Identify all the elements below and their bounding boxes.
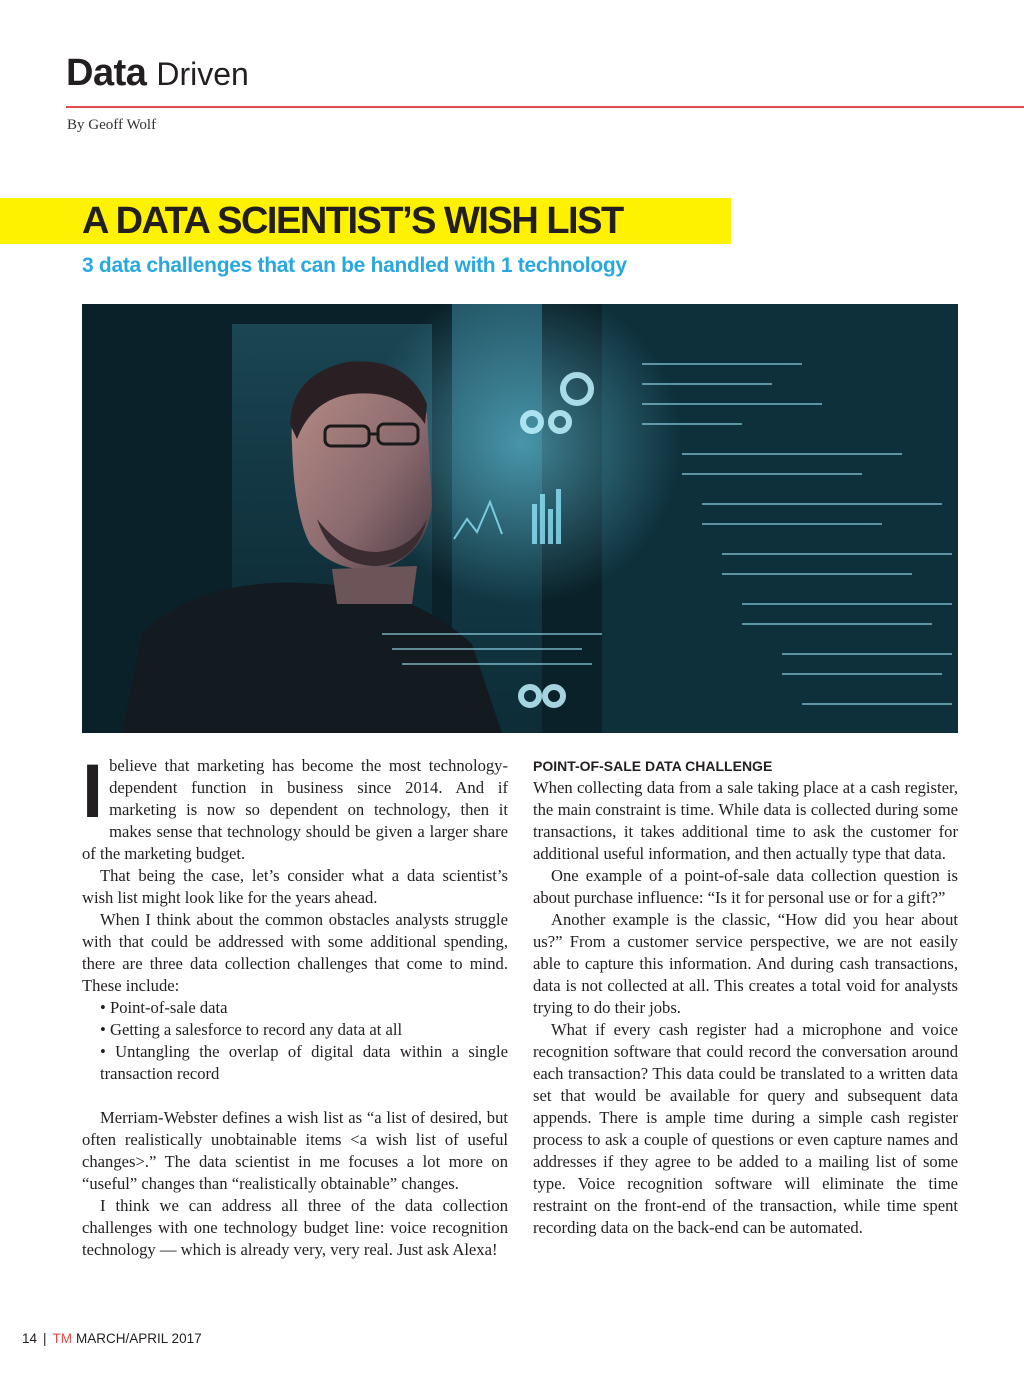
hero-image [82, 304, 958, 733]
section-heading: POINT-OF-SALE DATA CHALLENGE [533, 758, 773, 774]
issue-date: MARCH/APRIL 2017 [76, 1331, 202, 1346]
body-paragraph: Merriam-Webster defines a wish list as “a list of desired, but often realistically unobtainable items <a wish list of useful changes>.” The data scientist in me focuses a lot more on “useful” changes than “realistically obtainable” changes. [82, 1108, 508, 1193]
article-title: A DATA SCIENTIST’S WISH LIST [82, 200, 623, 242]
article-column-left [82, 749, 508, 1261]
challenge-list [82, 997, 508, 1085]
list-item: • Point-of-sale data [82, 997, 508, 1019]
hero-illustration [82, 304, 958, 733]
intro-paragraph [82, 749, 508, 865]
body-paragraph: Another example is the classic, “How did you hear about us?” From a customer service perspective, we are not easily able to capture this information. And during cash transactions, data is not collected at all. This creates a total void for analysts trying to do their jobs. [533, 910, 958, 1017]
article-subtitle: 3 data challenges that can be handled with 1 technology [82, 254, 627, 277]
body-paragraph: What if every cash register had a microphone and voice recognition software that could record the conversation around each transaction? This data could be translated to a written data set that would be available for query and subsequent data appends. There is ample time during a simple cash register process to ask a couple of questions or even capture names and addresses if they agree to be added to a mailing list of some type. Voice recognition software will eliminate the time restraint on the front-end of the transaction, while time spent recording data on the back-end can be automated. [533, 1020, 958, 1237]
page-footer [22, 1331, 202, 1346]
article-column-right [533, 755, 958, 1239]
paragraph-spacer [82, 1085, 508, 1107]
body-paragraph: I think we can address all three of the data collection challenges with one technology budget line: voice recognition technology — which is already very, very real. Just ask Alexa! [82, 1196, 508, 1259]
header-rule [66, 106, 1024, 108]
intro-paragraph-text: believe that marketing has become the most technology-dependent function in business since 2014. And if marketing is now so dependent on technology, then it makes sense that technology should be given a larger share of the marketing budget. [82, 756, 508, 863]
section-header [66, 52, 249, 95]
body-paragraph: One example of a point-of-sale data collection question is about purchase influence: “Is it for personal use or for a gift?” [533, 866, 958, 907]
section-title-bold: Data [66, 52, 147, 94]
list-item: • Getting a salesforce to record any data at all [82, 1019, 508, 1041]
drop-cap: I [82, 749, 104, 834]
page-number: 14 [22, 1331, 38, 1346]
byline: By Geoff Wolf [67, 117, 157, 133]
body-paragraph: When I think about the common obstacles analysts struggle with that could be addressed with some additional spending, there are three data collection challenges that come to mind. These include: [82, 910, 508, 995]
magazine-brand: TM [52, 1331, 73, 1346]
list-item: • Untangling the overlap of digital data within a single transaction record [82, 1041, 508, 1085]
body-paragraph: That being the case, let’s consider what a data scientist’s wish list might look like for the years ahead. [82, 866, 508, 907]
body-paragraph: When collecting data from a sale taking place at a cash register, the main constraint is time. While data is collected during some transactions, it takes additional time to ask the customer for additional useful information, and then actually type that data. [533, 778, 958, 863]
section-title-light: Driven [156, 56, 249, 92]
footer-separator: | [43, 1331, 47, 1346]
